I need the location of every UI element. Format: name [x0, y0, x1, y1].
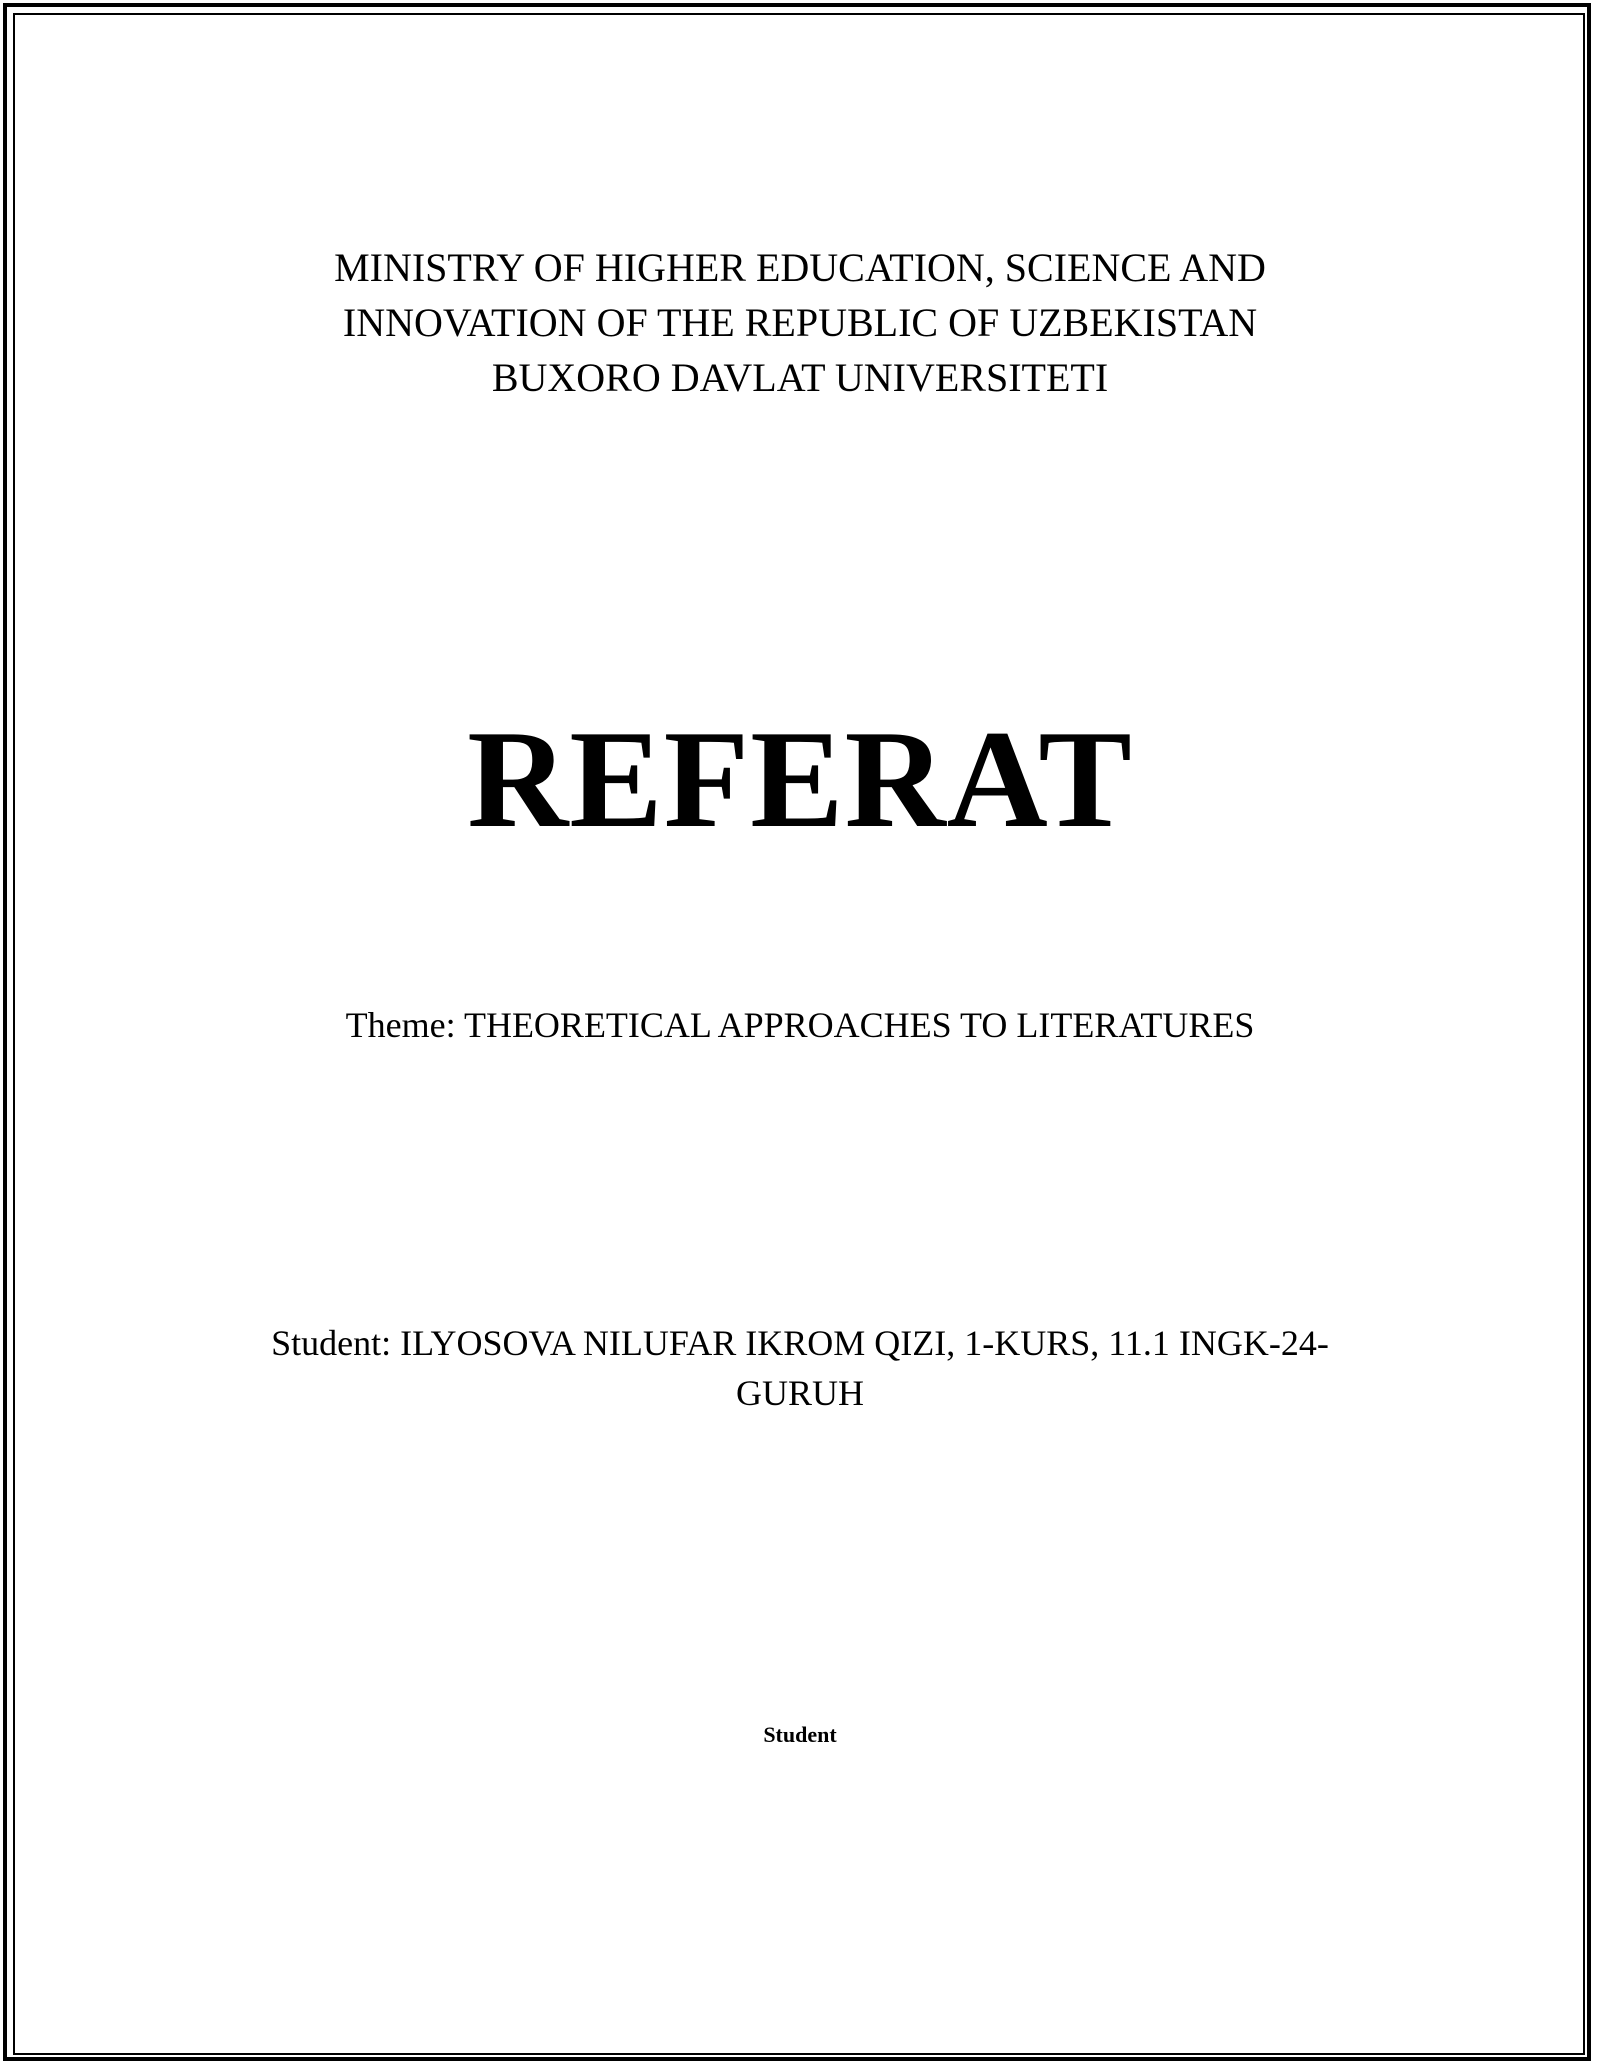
institution-header [0, 240, 1600, 405]
theme-line: Theme: THEORETICAL APPROACHES TO LITERATURES [345, 1005, 1255, 1045]
student-line-2: GURUH [735, 1373, 864, 1413]
header-line-2: INNOVATION OF THE REPUBLIC OF UZBEKISTAN [342, 300, 1258, 345]
header-line-3: BUXORO DAVLAT UNIVERSITETI [491, 355, 1109, 400]
header-line-1: MINISTRY OF HIGHER EDUCATION, SCIENCE AND [334, 245, 1266, 290]
student-line-1: Student: ILYOSOVA NILUFAR IKROM QIZI, 1-KURS, 11.1 INGK-24- [271, 1323, 1329, 1363]
student-info [0, 1318, 1600, 1418]
document-title: REFERAT [467, 702, 1133, 857]
student-label: Student [763, 1722, 837, 1747]
